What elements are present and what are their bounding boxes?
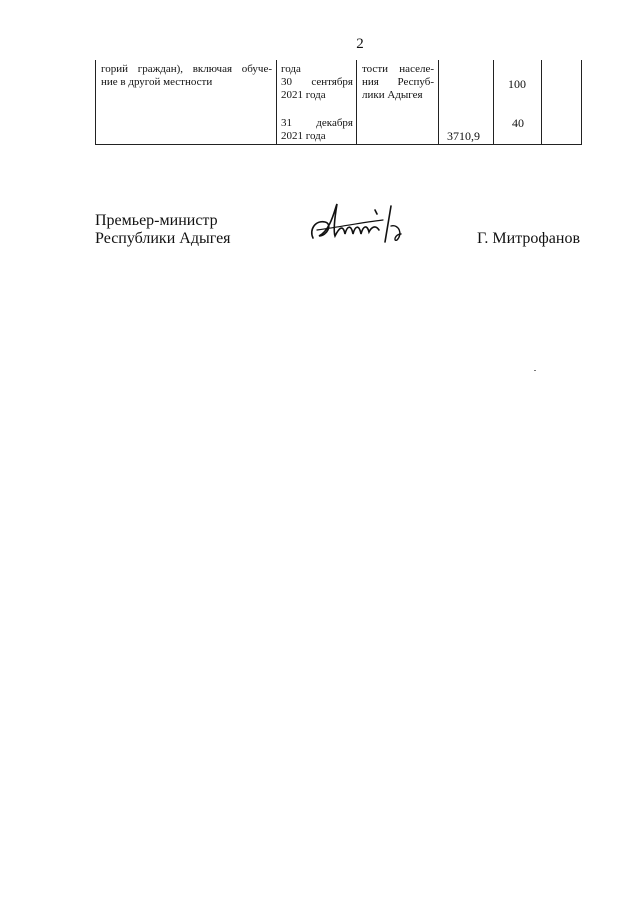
deadline-line-5: 2021 года bbox=[281, 130, 326, 142]
responsible-line-3: лики Адыгея bbox=[362, 89, 423, 101]
table-cell-deadline bbox=[277, 60, 357, 144]
page-number: 2 bbox=[356, 36, 364, 52]
deadline-line-4: 31 декабря bbox=[281, 117, 353, 129]
table-cell-responsible bbox=[357, 60, 439, 144]
signature-block bbox=[95, 212, 580, 262]
deadline-line-2: 30 сентября bbox=[281, 76, 353, 88]
table-cell-category bbox=[96, 60, 277, 144]
responsible-line-2: ния Респуб- bbox=[362, 76, 434, 88]
signer-position bbox=[95, 212, 231, 248]
percent-value-2: 40 bbox=[512, 116, 524, 130]
category-line-2: ние в другой местности bbox=[101, 76, 213, 88]
handwritten-signature bbox=[305, 200, 415, 250]
position-line-2: Республики Адыгея bbox=[95, 230, 231, 247]
category-line-1: горий граждан), включая обуче- bbox=[101, 63, 272, 75]
table-cell-empty bbox=[542, 60, 580, 144]
responsible-line-1: тости населе- bbox=[362, 63, 434, 75]
deadline-line-3: 2021 года bbox=[281, 89, 326, 101]
scan-speck bbox=[534, 370, 536, 371]
table-cell-amount bbox=[439, 60, 494, 144]
position-line-1: Премьер-министр bbox=[95, 212, 218, 229]
continuation-table bbox=[95, 60, 582, 145]
percent-value-1: 100 bbox=[508, 77, 526, 91]
deadline-line-1: года bbox=[281, 63, 301, 75]
table-cell-percent bbox=[494, 60, 542, 144]
signer-name: Г. Митрофанов bbox=[476, 230, 580, 247]
amount-value: 3710,9 bbox=[447, 129, 480, 143]
